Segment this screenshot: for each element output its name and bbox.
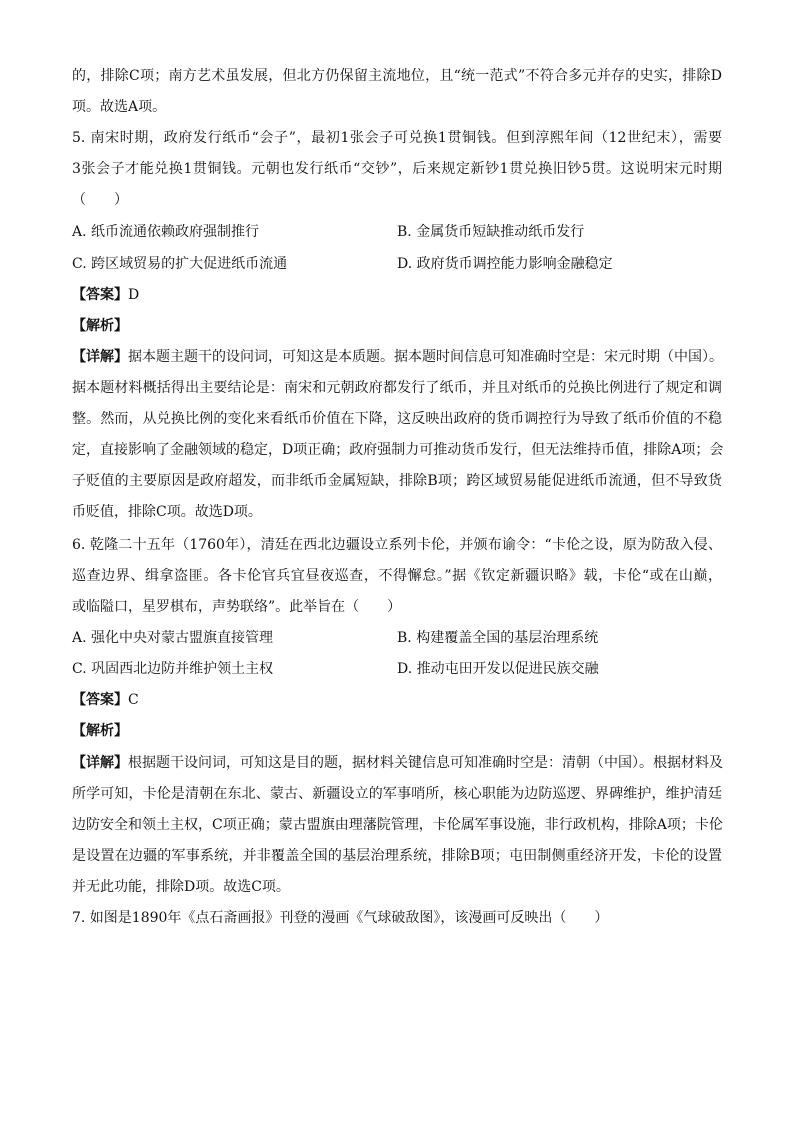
q5-option-c: C. 跨区域贸易的扩大促进纸币流通 (72, 256, 288, 272)
answer-value: D (128, 287, 140, 303)
q6-analysis-tag (72, 721, 128, 741)
answer-tag: 【答案】 (72, 287, 128, 303)
q5-detail-line: 定，直接影响了金融领域的稳定，D项正确；政府强制力可推动货币发行，但无法维持币值，排除A项；会 (72, 442, 724, 458)
q6-detail-line: 边防安全和领土主权，C项正确；蒙古盟旗由理藩院管理，卡伦属军事设施，非行政机构，排除A项；卡伦 (72, 817, 723, 833)
q6-stem-line: 6. 乾隆二十五年（1760年），清廷在西北边疆设立系列卡伦，并颁布谕令：“卡伦之设，原为防敌入侵、 (72, 537, 722, 553)
q5-stem-line: 3张会子才能兑换1贯铜钱。元朝也发行纸币“交钞”，后来规定新钞1贯兑换旧钞5贯。这说明宋元时期 (72, 161, 722, 177)
answer-tag: 【答案】 (72, 692, 128, 708)
answer-value: C (128, 692, 139, 708)
detail-text: 据本题主题干的设问词，可知这是本质题。据本题时间信息可知准确时空是：宋元时期（中国）。 (128, 349, 723, 365)
q6-answer (72, 690, 139, 710)
q5-detail-line: 子贬值的主要原因是政府超发，而非纸币金属短缺，排除B项；跨区域贸易能促进纸币流通，但不导致货 (72, 473, 722, 489)
q6-detail-line: 所学可知，卡伦是清朝在东北、蒙古、新疆设立的军事哨所，核心职能为边防巡逻、界碑维护，维护清廷 (72, 786, 722, 802)
q5-stem-line: （ ） (72, 192, 128, 208)
q6-option-a: A. 强化中央对蒙古盟旗直接管理 (72, 630, 274, 646)
q5-detail-line: 整。然而，从兑换比例的变化来看纸币价值在下降，这反映出政府的货币调控行为导致了纸币价值的不稳 (72, 411, 722, 427)
q5-option-b: B. 金属货币短缺推动纸币发行 (397, 224, 585, 240)
q4-analysis-line: 的，排除C项；南方艺术虽发展，但北方仍保留主流地位，且“统一范式”不符合多元并存的史实，排除D (72, 68, 722, 84)
q6-stem-line: 巡查边界、缉拿盗匪。各卡伦官兵宜昼夜巡查，不得懈怠。”据《钦定新疆识略》载，卡伦“或在山巅， (72, 568, 722, 584)
q5-option-a: A. 纸币流通依赖政府强制推行 (72, 224, 260, 240)
q7-stem-line: 7. 如图是1890年《点石斋画报》刊登的漫画《气球破敌图》，该漫画可反映出（ ） (72, 910, 609, 926)
analysis-tag: 【解析】 (72, 318, 128, 334)
q5-answer (72, 285, 139, 305)
q6-detail-line: 并无此功能，排除D项。故选C项。 (72, 879, 290, 895)
q5-option-d: D. 政府货币调控能力影响金融稳定 (397, 256, 613, 272)
analysis-tag: 【解析】 (72, 723, 128, 739)
q5-stem-line: 5. 南宋时期，政府发行纸币“会子”，最初1张会子可兑换1贯铜钱。但到淳熙年间（12世纪末），需要 (72, 130, 722, 146)
q6-option-c: C. 巩固西北边防并维护领土主权 (72, 661, 274, 677)
q6-detail-line (72, 753, 722, 773)
q6-detail-line: 是设置在边疆的军事系统，并非覆盖全国的基层治理系统，排除B项；屯田制侧重经济开发，卡伦的设置 (72, 848, 722, 864)
q5-detail-line (72, 347, 722, 367)
q4-analysis-line: 项。故选A项。 (72, 99, 167, 115)
q5-detail-line: 据本题材料概括得出主要结论是：南宋和元朝政府都发行了纸币，并且对纸币的兑换比例进行了规定和调 (72, 380, 722, 396)
q6-option-d: D. 推动屯田开发以促进民族交融 (397, 661, 599, 677)
detail-text: 根据题干设问词，可知这是目的题，据材料关键信息可知准确时空是：清朝（中国）。根据材料及 (128, 755, 723, 771)
q5-analysis-tag (72, 316, 128, 336)
detail-tag: 【详解】 (72, 755, 128, 771)
detail-tag: 【详解】 (72, 349, 128, 365)
q6-option-b: B. 构建覆盖全国的基层治理系统 (397, 630, 599, 646)
q6-stem-line: 或临隘口，星罗棋布，声势联络”。此举旨在（ ） (72, 599, 402, 615)
q5-detail-line: 币贬值，排除C项。故选D项。 (72, 504, 262, 520)
